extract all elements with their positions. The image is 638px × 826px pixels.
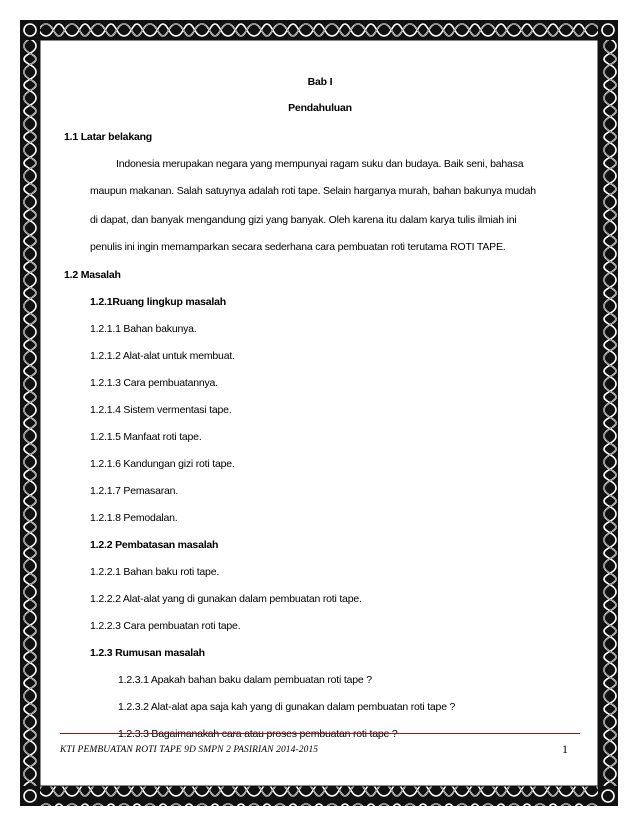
page-number: 1 [562, 742, 568, 756]
footer-divider [60, 733, 580, 734]
list-item: 1.2.1.5 Manfaat roti tape. [90, 431, 202, 443]
list-item: 1.2.1.7 Pemasaran. [90, 485, 179, 497]
chapter-title: Pendahuluan [288, 102, 352, 114]
list-item: 1.2.2.2 Alat-alat yang di gunakan dalam pembuatan roti tape. [90, 593, 362, 605]
list-item: 1.2.1.8 Pemodalan. [90, 512, 178, 524]
footer-text: KTI PEMBUATAN ROTI TAPE 9D SMPN 2 PASIRIAN 2014-2015 [60, 745, 319, 755]
paragraph-line: maupun makanan. Salah satuynya adalah roti tape. Selain harganya murah, bahan bakunya mudah [90, 185, 536, 197]
list-item: 1.2.1.3 Cara pembuatannya. [90, 377, 218, 389]
list-item: 1.2.3.3 Bagaimanakah cara atau proses pembuatan roti tape ? [118, 728, 398, 740]
subsection-heading-ruang-lingkup: 1.2.1Ruang lingkup masalah [90, 296, 227, 308]
section-heading-latar-belakang: 1.1 Latar belakang [64, 131, 153, 143]
list-item: 1.2.1.6 Kandungan gizi roti tape. [90, 458, 235, 470]
subsection-heading-pembatasan: 1.2.2 Pembatasan masalah [90, 539, 219, 551]
list-item: 1.2.1.4 Sistem vermentasi tape. [90, 404, 232, 416]
list-item: 1.2.1.2 Alat-alat untuk membuat. [90, 350, 235, 362]
subsection-heading-rumusan: 1.2.3 Rumusan masalah [90, 647, 205, 659]
section-heading-masalah: 1.2 Masalah [64, 269, 121, 281]
chapter-number: Bab I [307, 76, 333, 88]
list-item: 1.2.3.2 Alat-alat apa saja kah yang di gunakan dalam pembuatan roti tape ? [118, 701, 456, 713]
list-item: 1.2.1.1 Bahan bakunya. [90, 323, 197, 335]
list-item: 1.2.3.1 Apakah bahan baku dalam pembuatan roti tape ? [118, 674, 372, 686]
list-item: 1.2.2.1 Bahan baku roti tape. [90, 566, 220, 578]
paragraph-line: penulis ini ingin memamparkan secara sederhana cara pembuatan roti terutama ROTI TAPE. [90, 241, 506, 253]
list-item: 1.2.2.3 Cara pembuatan roti tape. [90, 620, 241, 632]
paragraph-line: Indonesia merupakan negara yang mempunyai ragam suku dan budaya. Baik seni, bahasa [116, 158, 524, 170]
paragraph-line: di dapat, dan banyak mengandung gizi yang banyak. Oleh karena itu dalam karya tulis ilmiah ini [90, 214, 517, 226]
